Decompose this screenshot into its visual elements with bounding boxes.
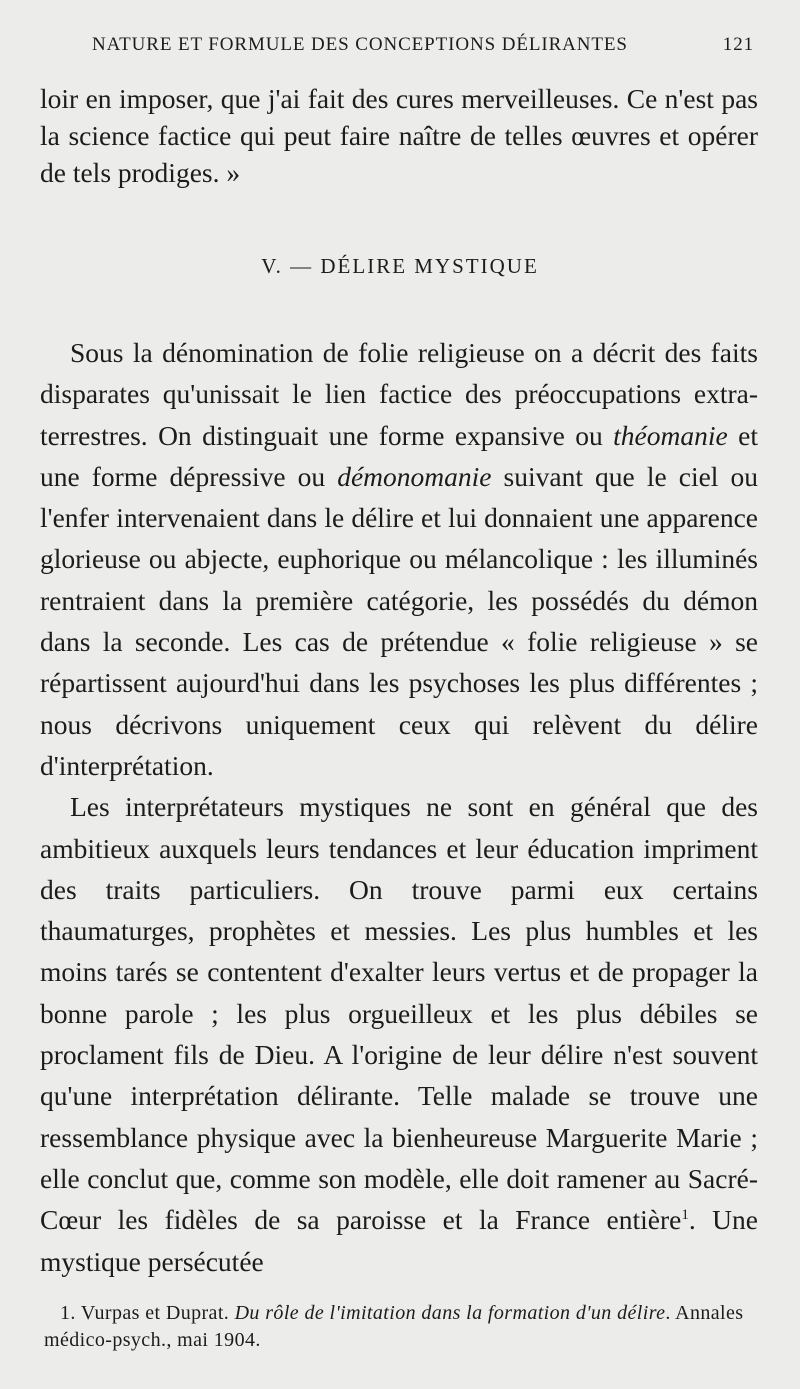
paragraph-1 — [40, 332, 758, 786]
paragraph-1-part-3: suivant que le ciel ou l'enfer intervenaient dans le délire et lui donnaient une apparence glorieuse ou abjecte, euphorique ou mélancolique : les illuminés rentraient dans la première catégorie, les possédés du démon dans la seconde. Les cas de prétendue « folie religieuse » se répartissent aujourd'hui dans les psychoses les plus différentes ; nous décrivons uniquement ceux qui relèvent du délire d'interprétation. — [40, 460, 758, 781]
body-text — [40, 332, 758, 1282]
footnote-title: Du rôle de l'imitation dans la formation d'un délire — [234, 1302, 666, 1324]
paragraph-1-part-2: et une forme dépressive ou — [40, 419, 758, 492]
continuation-block — [40, 80, 758, 191]
continuation-paragraph: loir en imposer, que j'ai fait des cures merveilleuses. Ce n'est pas la science factice qui peut faire naître de telles œuvres et opérer de tels prodiges. » — [40, 83, 758, 188]
footnote-number: 1. — [60, 1302, 76, 1324]
paragraph-2-part-1: Les interprétateurs mystiques ne sont en général que des ambitieux auxquels leurs tendances et leur éducation impriment des traits particuliers. On trouve parmi eux certains thaumaturges, prophètes et messies. Les plus humbles et les moins tarés se contentent d'exalter leurs vertus et de propager la bonne parole ; les plus orgueilleux et les plus débiles se proclament fils de Dieu. A l'origine de leur délire n'est souvent qu'une interprétation délirante. Telle malade se trouve une ressemblance physique avec la bienheureuse Marguerite Marie ; elle conclut que, comme son modèle, elle doit ramener au Sacré-Cœur les fidèles de sa paroisse et la France entière — [40, 791, 758, 1236]
paragraph-2 — [40, 786, 758, 1282]
term-demonomanie: démonomanie — [337, 460, 492, 492]
footnote-text — [44, 1300, 758, 1354]
page-number: 121 — [722, 34, 754, 55]
paragraph-2-part-2: . Une mystique persécutée — [40, 1204, 758, 1277]
term-theomanie: théomanie — [613, 419, 728, 451]
footnote-authors: Vurpas et Duprat. — [75, 1302, 235, 1324]
running-title: NATURE ET FORMULE DES CONCEPTIONS DÉLIRANTES — [92, 34, 628, 55]
section-heading: V. — DÉLIRE MYSTIQUE — [261, 254, 539, 278]
running-head — [92, 34, 754, 56]
footnote — [44, 1300, 758, 1354]
footnote-source: . Annales médico-psych., mai 1904. — [44, 1302, 744, 1351]
paragraph-1-part-1: Sous la dénomination de folie religieuse on a décrit des faits disparates qu'unissait le lien factice des préoccupations extra-terrestres. On distinguait une forme expansive ou — [40, 337, 758, 451]
footnote-reference[interactable]: 1 — [681, 1207, 689, 1224]
